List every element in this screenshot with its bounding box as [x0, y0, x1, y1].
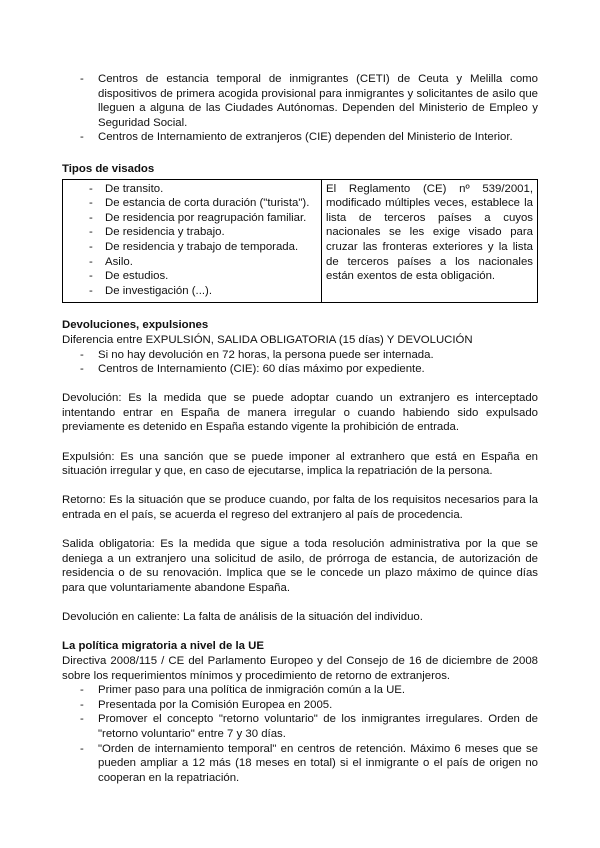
list-item: - Centros de Internamiento (CIE): 60 días máximo por expediente. — [62, 362, 538, 377]
returns-list — [62, 348, 538, 377]
intro-list — [62, 72, 538, 145]
visa-types-cell — [63, 179, 322, 303]
list-item: - De residencia y trabajo de temporada. — [67, 240, 317, 255]
list-item: - Asilo. — [67, 255, 317, 270]
eu-list — [62, 683, 538, 785]
devolucion-paragraph: Devolución: Es la medida que se puede adoptar cuando un extranjero es interceptado intentando entrar en España de manera irregular o cuando habiendo sido expulsado previamente es detenido en España estando vigente la prohibición de entrada. — [62, 392, 538, 434]
retorno-paragraph: Retorno: Es la situación que se produce cuando, por falta de los requisitos necesarios para la entrada en el país, se acuerda el regreso del extranjero al país de procedencia. — [62, 494, 538, 522]
list-item: - De transito. — [67, 182, 317, 197]
eu-heading: La política migratoria a nivel de la UE — [62, 640, 264, 653]
list-item: - De residencia y trabajo. — [67, 225, 317, 240]
list-item: - Centros de estancia temporal de inmigrantes (CETI) de Ceuta y Melilla como dispositivos de primera acogida provisional para inmigrantes y solicitantes de asilo que lleguen a alguna de las Ciudades Autónomas. Dependen del Ministerio de Empleo y Seguridad Social. — [62, 72, 538, 130]
list-item: - Si no hay devolución en 72 horas, la persona puede ser internada. — [62, 348, 538, 363]
returns-heading: Devoluciones, expulsiones — [62, 319, 209, 332]
visa-note-cell: El Reglamento (CE) nº 539/2001, modificado múltiples veces, establece la lista de terceros países a cuyos nacionales se les exige visado para cruzar las fronteras exteriores y la lista de terceros países a los nacionales están exentos de esta obligación. — [322, 179, 538, 303]
expulsion-paragraph: Expulsión: Es una sanción que se puede imponer al extranhero que está en España en situación irregular y que, en caso de ejecutarse, implica la repatriación de la persona. — [62, 450, 538, 478]
visas-heading: Tipos de visados — [62, 162, 155, 175]
visa-types-list — [67, 182, 317, 299]
list-item: - De estancia de corta duración ("turista"). — [67, 196, 317, 211]
list-item: - Presentada por la Comisión Europea en 2005. — [62, 698, 538, 713]
list-item: - De residencia por reagrupación familiar. — [67, 211, 317, 226]
list-item: - De estudios. — [67, 269, 317, 284]
list-item: - Promover el concepto "retorno voluntario" de los inmigrantes irregulares. Orden de "retorno voluntario" entre 7 y 30 días. — [62, 712, 538, 741]
list-item: - Primer paso para una política de inmigración común a la UE. — [62, 683, 538, 698]
eu-intro: Directiva 2008/115 / CE del Parlamento Europeo y del Consejo de 16 de diciembre de 2008 sobre los requerimientos mínimos y procedimiento de retorno de extranjeros. — [62, 654, 538, 682]
returns-subtitle: Diferencia entre EXPULSIÓN, SALIDA OBLIGATORIA (15 días) Y DEVOLUCIÓN — [62, 333, 473, 346]
list-item: - Centros de Internamiento de extranjeros (CIE) dependen del Ministerio de Interior. — [62, 130, 538, 145]
visas-table — [62, 179, 538, 304]
list-item: - "Orden de internamiento temporal" en centros de retención. Máximo 6 meses que se pueden ampliar a 12 más (18 meses en total) si el inmigrante o el país de origen no cooperan en la repatriación. — [62, 742, 538, 786]
salida-paragraph: Salida obligatoria: Es la medida que sigue a toda resolución administrativa por la que se deniega a un extranjero una solicitud de asilo, de prórroga de estancia, de autorización de residencia o de su renovación. Implica que se le concede un plazo máximo de quince días para que voluntariamente abandone España. — [62, 538, 538, 594]
document-page — [62, 72, 538, 785]
list-item: - De investigación (...). — [67, 284, 317, 299]
caliente-paragraph: Devolución en caliente: La falta de análisis de la situación del individuo. — [62, 611, 423, 624]
